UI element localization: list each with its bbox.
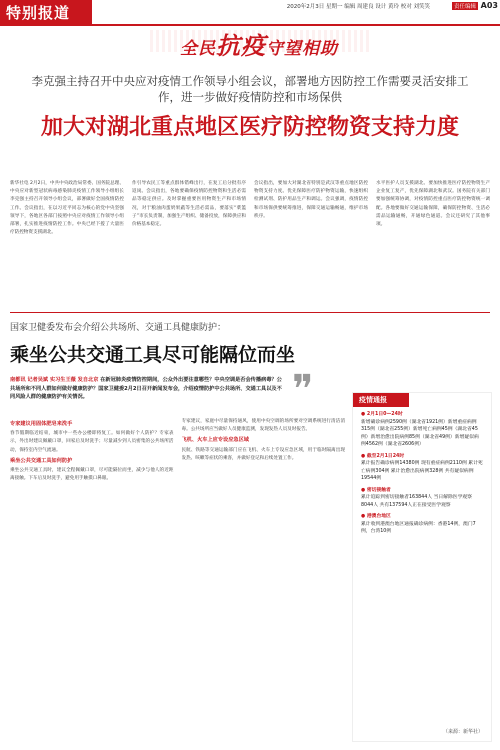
box-section-contacts-title: ● 密切接触者 [361, 487, 391, 493]
banner-suffix: 守望相助 [266, 39, 338, 59]
section-banner [180, 26, 338, 61]
story2-body [10, 418, 345, 738]
story2-col1-text: 春节假期临近结束，城市中一些办公楼即将复工。如何做好个人防护？专家表示，外出时建议佩戴口罩，回家后及时洗手；尽量减少到人员密集的公共场所活动，保持室内空气流通。 [10, 431, 174, 453]
section-label: 特别报道 [0, 0, 92, 26]
story2-col2b-text: 民航、铁路等交通运输部门应在飞机、火车上专设应急区域，用于临时隔离出现发热、咳嗽等症状的乘客，并做好登记和后续处置工作。 [181, 447, 345, 461]
box-title: 疫情通报 [353, 393, 409, 407]
story1-kicker: 李克强主持召开中央应对疫情工作领导小组会议，部署地方因防控工作需要灵活安排工作，进一步做好疫情防控和市场保供 [31, 74, 469, 104]
story2-col2-text: 专家建议，家庭中尽量保持通风，使用中央空调的场所要对空调系统进行清洁消毒。公共场所应当做好人员健康监测，发现发热人员及时报告。 [181, 419, 345, 433]
box-section-cumulative [353, 453, 491, 483]
story2-col1 [10, 418, 174, 738]
editor-badge: 责任编辑 [453, 4, 476, 10]
story1-headline: 加大对湖北重点地区医疗防控物资支持力度 [40, 114, 459, 140]
box-section-daily [353, 411, 491, 449]
section-divider [10, 312, 490, 313]
story2-subhead-1: 专家建议用固体肥皂来洗手 [10, 421, 73, 427]
story2-headline: 乘坐公共交通工具尽可能隔位而坐 [10, 344, 296, 366]
story2-byline: 南都讯 记者吴斌 实习生王薇 发自北京 [10, 377, 99, 383]
story1-col2: 作引导农民工等重点群体错峰出行，在复工后分批有序返岗。会议指出，各地要确保疫情防控物资和生活必需品等稳定供应。及时掌握重要医用物资生产和市场情况，对于粮油肉蛋奶果蔬等生活必需品，要落实“菜篮子”市长负责制，加强生产组织、储备投放，保障供应和价格基本稳定。 [132, 181, 246, 228]
box-section-contacts-body: 累计追踪到密切接触者163844人 当日解除医学观察8044人 共有137594人正在接受医学观察 [361, 495, 472, 508]
story2-lead-text: 在新冠肺炎疫情防控期间，公众外出要注意哪些？中央空调是否会传播病毒？公共场所和不同人群如何做好健康防护？国家卫健委2月2日召开新闻发布会，介绍疫情防护中公共场所、交通工具以及不同风险人群的健康防护有关情况。 [10, 377, 282, 400]
story1-col4: 水平医护人员支援湖北。要加快推进医疗防控物资生产企业复工复产，优先保障湖北和武汉。国务院有关部门要加强统筹协调，对疫情防控重点医疗防控物资统一调配。各地要做好交通运输保障，确保防控物资、生活必需品运输通畅，开通绿色通道。会议还研究了其他事项。 [376, 181, 490, 228]
box-section-daily-title: ● 2月1日0—24时 [361, 412, 403, 417]
story2-kicker: 国家卫健委发布会介绍公共场所、交通工具健康防护： [10, 323, 227, 333]
story2-col1b-text: 乘坐公共交通工具时，建议全程佩戴口罩，尽可能隔位而坐，减少与他人的近距离接触。下车后及时洗手，避免用手触摸口鼻眼。 [10, 468, 174, 482]
story2-lead [10, 376, 285, 402]
banner-prefix: 全民 [180, 39, 216, 59]
box-section-cumulative-body: 累计报告确诊病例14380例 现有重症病例2110例 累计死亡病例304例 累计治愈出院病例328例 共有疑似病例19544例 [361, 461, 483, 481]
banner-emphasis: 抗疫 [216, 32, 266, 60]
box-section-regions-title: ● 港澳台地区 [361, 514, 391, 519]
story2-subhead-3: 飞机、火车上应专设应急区域 [181, 437, 249, 444]
story2-subhead-2: 乘坐公共交通工具如何防护 [10, 457, 73, 464]
issue-meta: 2020年2月3日 星期一 编辑 周建良 设计 黄玲 校对 刘笑笑 [286, 4, 430, 10]
page-number: A03 [480, 1, 498, 10]
box-section-regions [353, 513, 491, 536]
story1-col1: 新华社电 2月2日，中共中央政治局常委、国务院总理、中央应对新型冠状病毒感染肺炎疫情工作领导小组组长李克强主持召开领导小组会议，部署做好全国疫情防控工作。会议指出，在以习近平同志为核心的党中央坚强领导下，各地区各部门按照中央应对疫情工作领导小组部署，扎实推进疫情防控工作。中央已经下拨了大量医疗防控物资支援湖北。 [10, 181, 124, 236]
story2-col2 [182, 418, 346, 738]
box-section-contacts [353, 487, 491, 510]
box-source: （来源：新华社） [442, 729, 483, 735]
epidemic-report-box [352, 392, 492, 742]
story1-body [10, 180, 490, 310]
box-section-regions-body: 累计收到港澳台地区通报确诊病例：香港14例，澳门7例，台湾10例 [361, 521, 476, 534]
story1-col3: 会议指出，要加大对湖北省特别是武汉等重点地区防控物资支持力度。优先保障医疗防护物资运输，快速组织检测试剂、防护用品生产和调运。会议强调，疫情防控和市场保供要统筹推进，保障交通运输畅通，维护市场秩序。 [254, 181, 368, 219]
box-section-daily-body: 新增确诊病例2590例（湖北省1921例）新增重症病例315例（湖北省255例）新增死亡病例45例（湖北省45例）新增治愈出院病例85例（湖北省49例）新增疑似病例4562例（湖北省2606例） [361, 419, 479, 447]
box-section-cumulative-title: ● 截至2月1日24时 [361, 453, 405, 459]
quote-mark-icon: ❞ [292, 367, 314, 413]
